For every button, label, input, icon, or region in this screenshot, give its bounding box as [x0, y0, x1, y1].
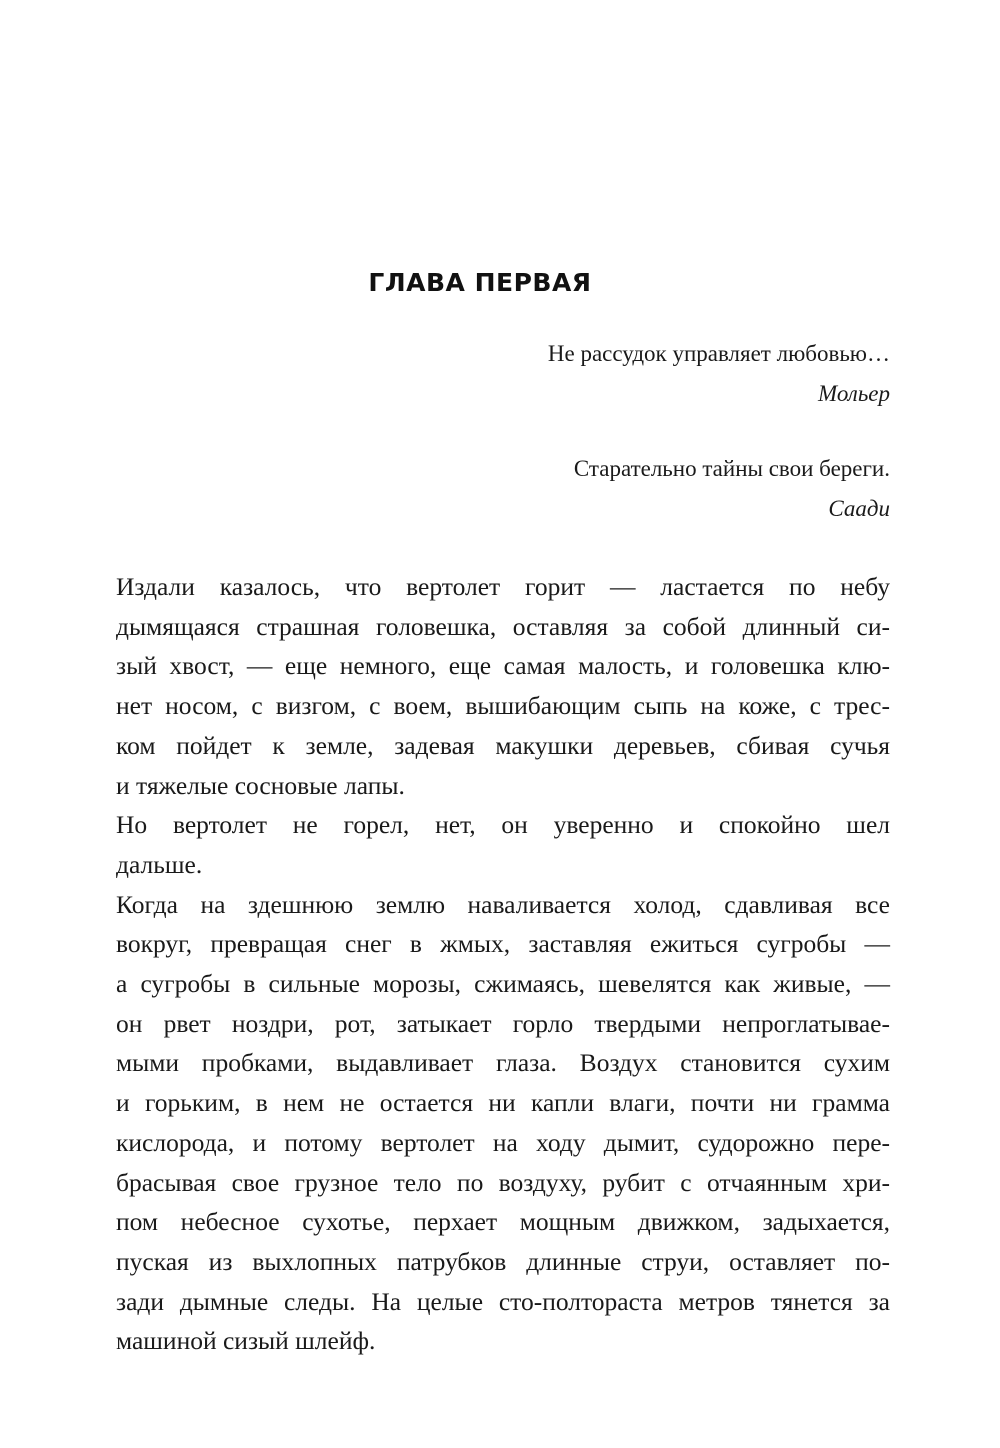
text-line: он рвет ноздри, рот, затыкает горло твердыми непроглатывае-	[116, 1008, 890, 1038]
text-line: Но вертолет не горел, нет, он уверенно и спокойно шел	[116, 810, 890, 840]
paragraph-1	[68, 567, 890, 805]
text-line: ком пойдет к земле, задевая макушки деревьев, сбивая сучья	[116, 730, 890, 760]
text-line: и тяжелые сосновые лапы.	[116, 770, 405, 800]
epigraph-author: Мольер	[818, 381, 890, 406]
text-line: пуская из выхлопных патрубков длинные струи, оставляет по-	[116, 1246, 890, 1276]
epigraph-author: Саади	[828, 496, 890, 521]
epigraph-quote: Старательно тайны свои береги.	[573, 456, 890, 481]
text-line: нет носом, с визгом, с воем, вышибающим сыпь на коже, с трес-	[116, 691, 890, 721]
text-line: и горьким, в нем не остается ни капли влаги, почти ни грамма	[116, 1088, 890, 1118]
text-line: Издали казалось, что вертолет горит — ластается по небу	[116, 572, 890, 601]
text-line: машиной сизый шлейф.	[116, 1326, 376, 1356]
epigraph-quote: Не рассудок управляет любовью…	[547, 341, 890, 366]
text-line: дальше.	[116, 849, 203, 879]
chapter-body	[68, 567, 890, 1361]
paragraph-3	[68, 885, 890, 1361]
text-line: зый хвост, — еще немного, еще самая малость, и головешка клю-	[116, 651, 890, 681]
text-line: Когда на здешнюю землю наваливается холод, сдавливая все	[116, 889, 890, 919]
text-line: мыми пробками, выдавливает глаза. Воздух становится сухим	[116, 1048, 890, 1078]
chapter-title: ГЛАВА ПЕРВАЯ	[368, 268, 592, 297]
text-line: вокруг, превращая снег в жмых, заставляя ежиться сугробы —	[116, 929, 890, 959]
epigraph-1	[548, 334, 890, 414]
text-line: пом небесное сухотье, перхает мощным движком, задыхается,	[116, 1207, 890, 1237]
text-line: зади дымные следы. На целые сто-полтораста метров тянется за	[116, 1286, 890, 1316]
text-line: дымящаяся страшная головешка, оставляя за собой длинный си-	[116, 611, 890, 641]
text-line: а сугробы в сильные морозы, сжимаясь, шевелятся как живые, —	[116, 969, 890, 999]
paragraph-2	[68, 805, 890, 884]
text-line: кислорода, и потому вертолет на ходу дымит, судорожно пере-	[116, 1127, 890, 1157]
epigraph-2	[574, 449, 890, 529]
text-line: брасывая свое грузное тело по воздуху, рубит с отчаянным хри-	[116, 1167, 890, 1197]
